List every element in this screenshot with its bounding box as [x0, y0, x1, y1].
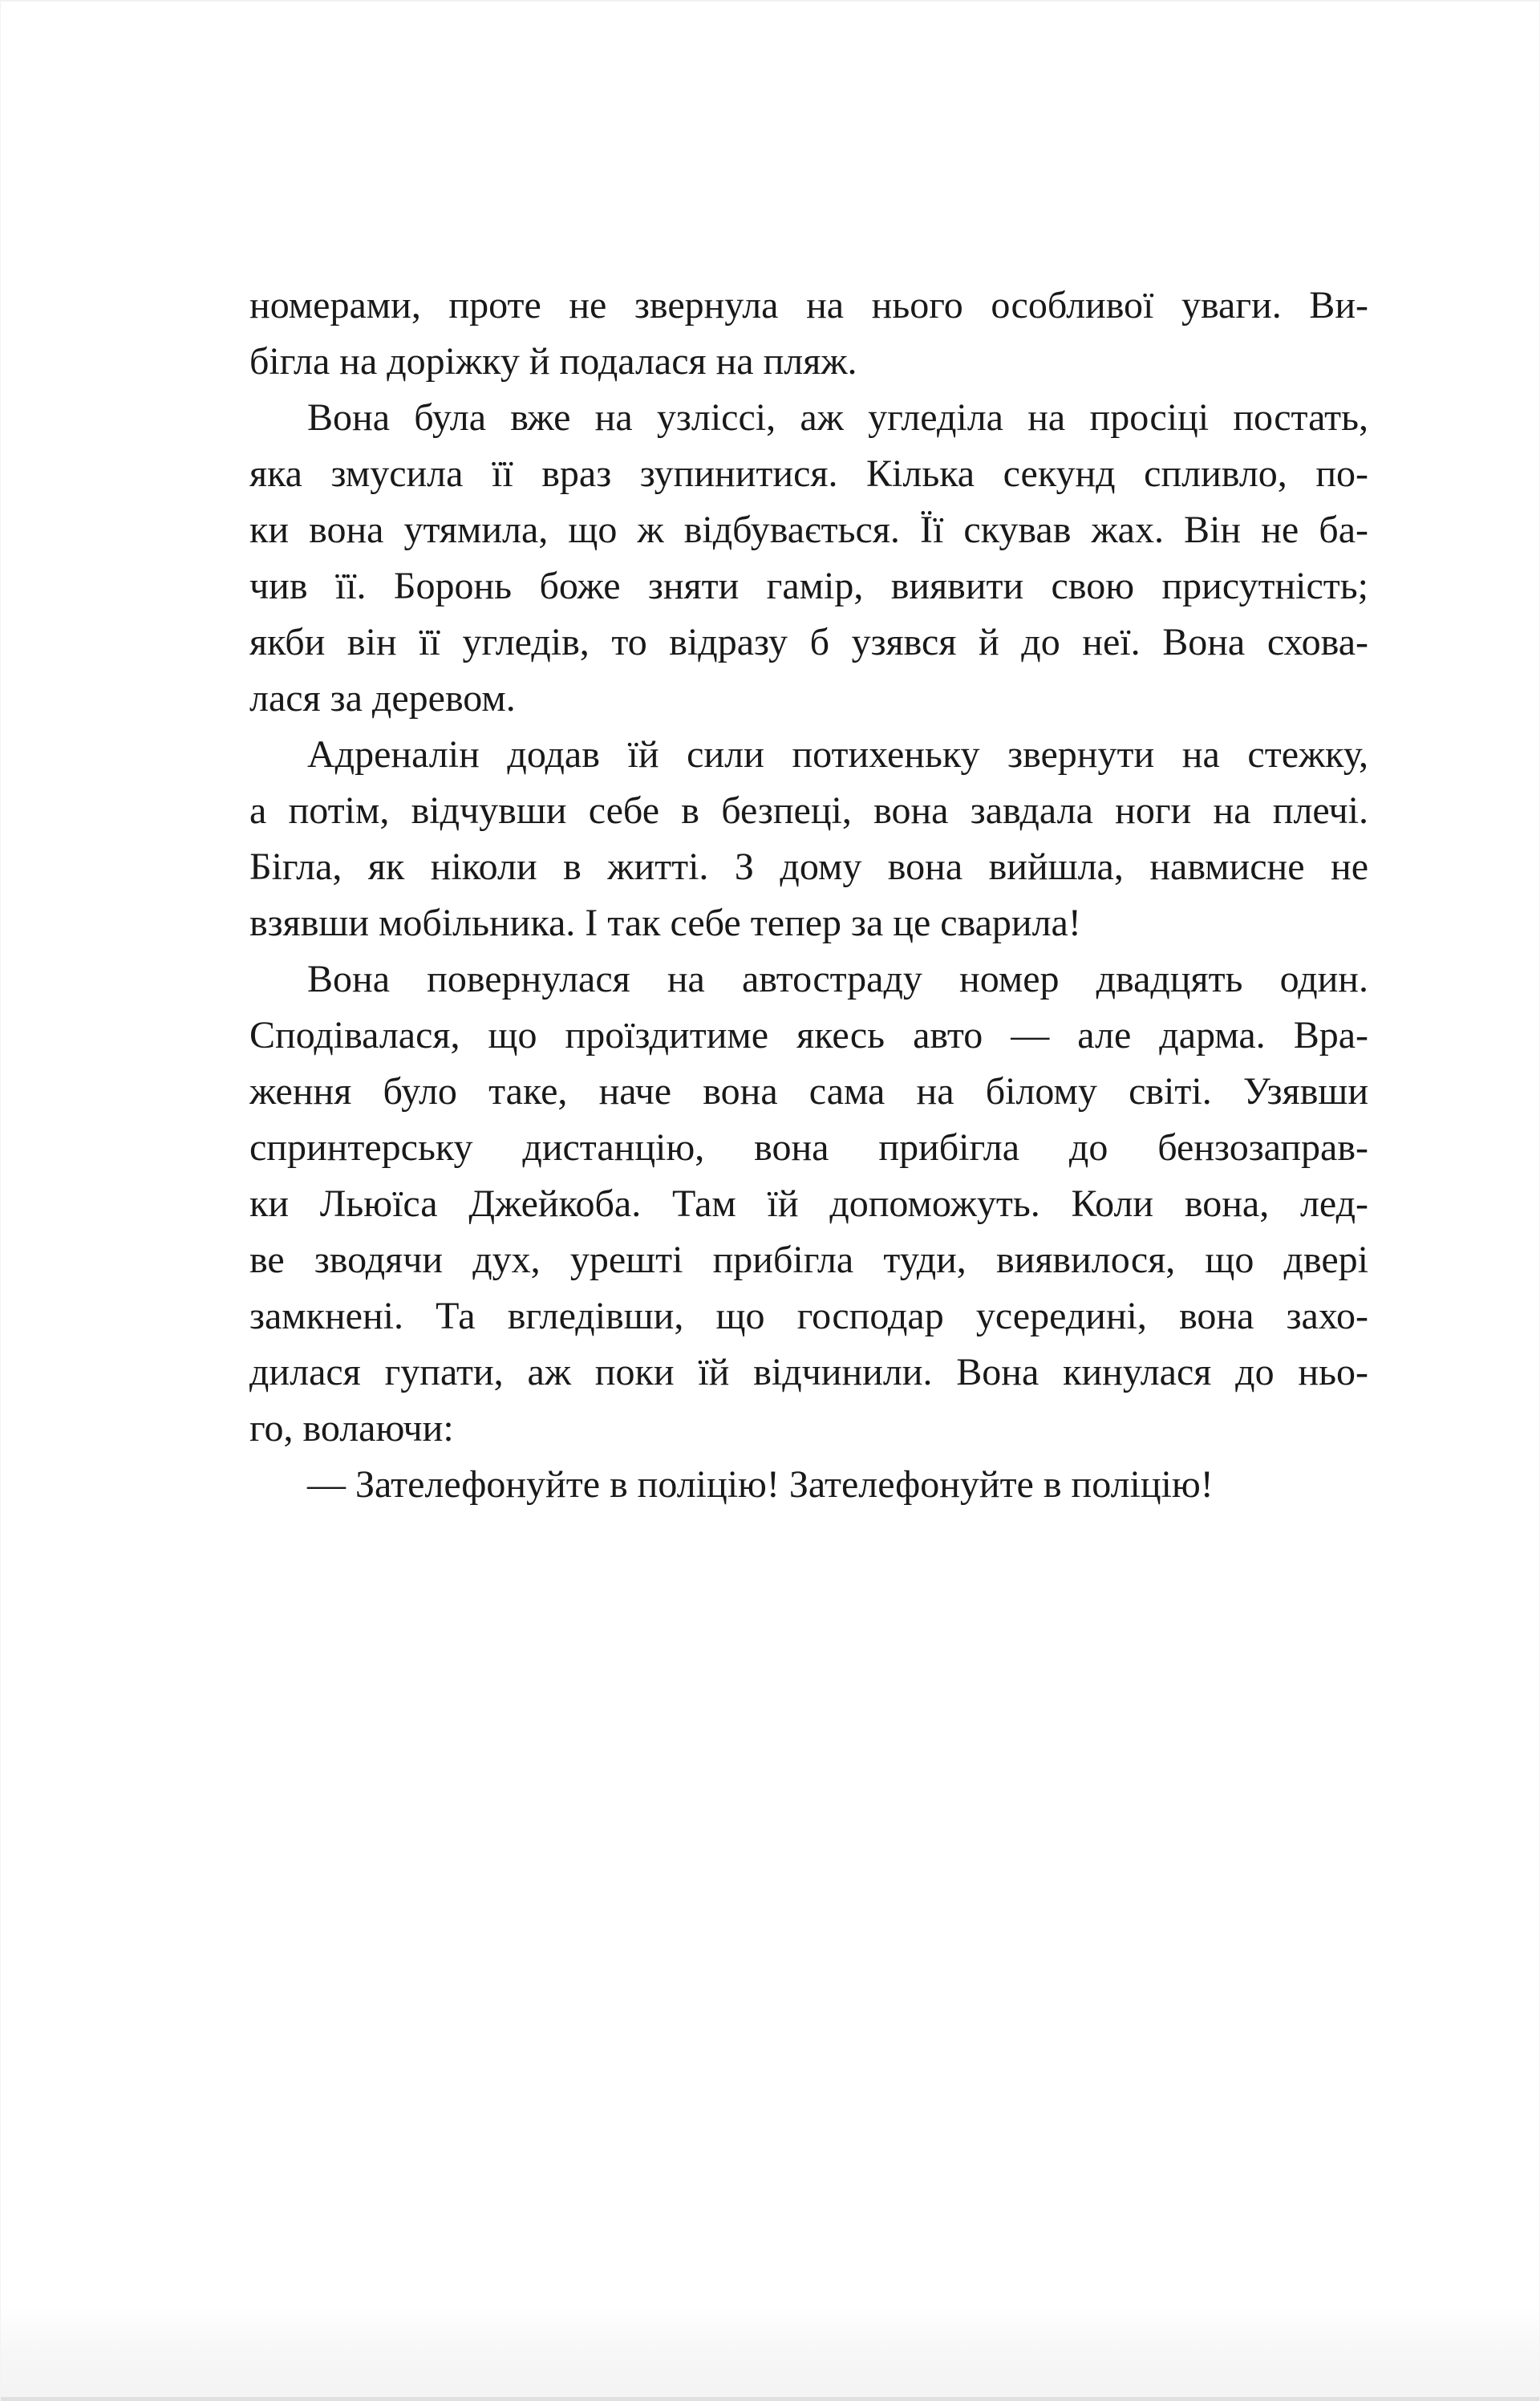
text-line: а потім, відчувши себе в безпеці, вона завдала ноги на плечі. — [249, 789, 1368, 832]
text-block — [249, 278, 1368, 1513]
text-line: яка змусила її враз зупинитися. Кілька секунд спливло, по- — [249, 452, 1368, 495]
text-line: Вона була вже на узліссі, аж угледіла на просіці постать, — [307, 396, 1368, 439]
text-line: Бігла, як ніколи в житті. З дому вона вийшла, навмисне не — [249, 846, 1368, 888]
text-line: якби він її угледів, то відразу б узявся й до неї. Вона схова- — [249, 621, 1368, 663]
dialogue-line: — Зателефонуйте в поліцію! Зателефонуйте в поліцію! — [307, 1463, 1214, 1506]
text-line: лася за деревом. — [249, 677, 516, 720]
paragraph — [249, 1457, 1368, 1513]
paragraph — [249, 278, 1368, 390]
text-line: Вона повернулася на автостраду номер двадцять один. — [307, 958, 1368, 1000]
text-line: бігла на доріжку й подалася на пляж. — [249, 340, 857, 383]
text-line: номерами, проте не звернула на нього особливої уваги. Ви- — [249, 284, 1368, 326]
text-line: дилася гупати, аж поки їй відчинили. Вона кинулася до ньо- — [249, 1351, 1368, 1393]
page-bottom-edge — [1, 2397, 1539, 2401]
text-line: ки Льюїса Джейкоба. Там їй допоможуть. Коли вона, лед- — [249, 1182, 1368, 1225]
paragraph — [249, 951, 1368, 1457]
text-line: Адреналін додав їй сили потихеньку звернути на стежку, — [307, 733, 1368, 776]
page-bottom-shadow — [1, 2307, 1539, 2397]
text-line: го, волаючи: — [249, 1407, 454, 1450]
paragraph — [249, 390, 1368, 727]
text-line: взявши мобільника. І так себе тепер за це сварила! — [249, 902, 1081, 944]
text-line: ки вона утямила, що ж відбувається. Її скував жах. Він не ба- — [249, 509, 1368, 551]
text-line: ження було таке, наче вона сама на білому світі. Узявши — [249, 1070, 1368, 1113]
paragraph — [249, 727, 1368, 951]
text-line: замкнені. Та вгледівши, що господар усередині, вона захо- — [249, 1295, 1368, 1337]
text-line: чив її. Боронь боже зняти гамір, виявити свою присутність; — [249, 565, 1368, 607]
text-line: ве зводячи дух, урешті прибігла туди, виявилося, що двері — [249, 1239, 1368, 1281]
text-line: Сподівалася, що проїздитиме якесь авто — але дарма. Вра- — [249, 1014, 1368, 1057]
text-line: спринтерську дистанцію, вона прибігла до бензозаправ- — [249, 1126, 1368, 1169]
